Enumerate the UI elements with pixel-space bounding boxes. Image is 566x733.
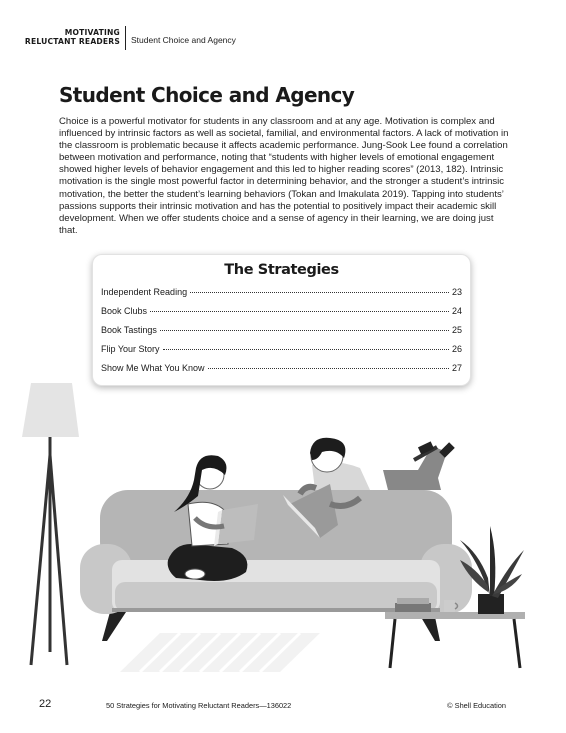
brand-line-2: RELUCTANT READERS (24, 37, 120, 46)
brand-line-1: MOTIVATING (64, 28, 120, 37)
toc-leader-dots (208, 368, 449, 369)
toc-entry-label: Book Clubs (101, 306, 148, 316)
floor-lamp-icon (22, 383, 79, 665)
header-divider (125, 26, 126, 50)
toc-entry[interactable] (101, 344, 462, 358)
toc-entry[interactable] (101, 306, 462, 320)
toc-entry-page: 25 (451, 325, 462, 335)
toc-entry-page: 26 (451, 344, 462, 354)
sofa-icon (80, 490, 472, 614)
toc-leader-dots (163, 349, 449, 350)
toc-leader-dots (190, 292, 449, 293)
toc-entry-label: Flip Your Story (101, 344, 160, 354)
toc-entry[interactable] (101, 363, 462, 377)
series-brand (25, 28, 120, 46)
strategies-box (92, 254, 471, 386)
potted-plant-icon (460, 526, 524, 614)
toc-entry[interactable] (101, 287, 462, 301)
striped-rug (120, 633, 320, 672)
toc-leader-dots (160, 330, 449, 331)
page-footer (0, 698, 566, 712)
page-title: Student Choice and Agency (59, 83, 355, 107)
strategies-title: The Strategies (224, 262, 339, 278)
page-header (0, 26, 566, 52)
toc-entry-label: Show Me What You Know (101, 363, 205, 373)
toc-entry[interactable] (101, 325, 462, 339)
book-title: 50 Strategies for Motivating Reluctant Readers—136022 (106, 701, 292, 710)
intro-paragraph: Choice is a powerful motivator for students in any classroom and at any age. Motivation is complex and influenced by intrinsic factors as well as societal, familial, and environmental factors. A lack of motivation in the classroom is problematic because it affects academic performance. Jung-Sook Lee found a correlation between motivation and performance, noting that “students with higher levels of emotional engagement showed higher levels of behavior engagement and this led to higher reading scores” (2013, 182). Intrinsic motivation is the single most powerful factor in determining behavior, and the stronger a student’s intrinsic motivation, the better the student’s learning behaviors (Tokan and Imakulata 2019). Tapping into students’ passions supports their intrinsic motivation and has the potential to positively impact their academic skill development. When we offer students choice and a sense of agency in their learning, we are doing just that. (59, 116, 509, 236)
toc-entry-page: 24 (451, 306, 462, 316)
page-number: 22 (39, 698, 52, 710)
toc-entry-page: 23 (451, 287, 462, 297)
toc-leader-dots (150, 311, 449, 312)
publisher: © Shell Education (447, 701, 506, 710)
toc-entry-page: 27 (451, 363, 462, 373)
reading-illustration (0, 378, 566, 683)
toc-entry-label: Book Tastings (101, 325, 157, 335)
section-label: Student Choice and Agency (131, 35, 236, 45)
toc-entry-label: Independent Reading (101, 287, 188, 297)
